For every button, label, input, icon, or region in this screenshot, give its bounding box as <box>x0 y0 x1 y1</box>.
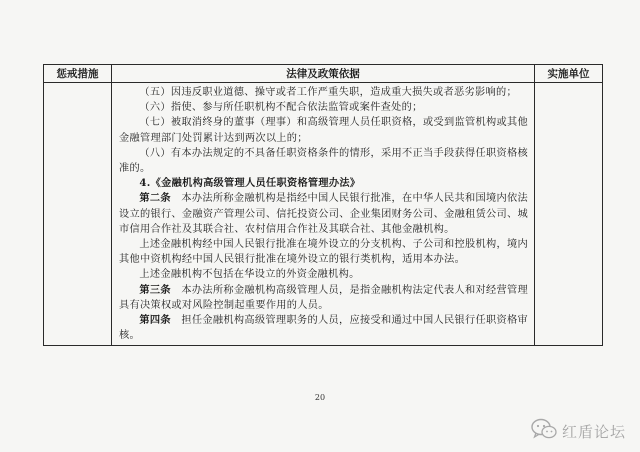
article-3-label: 第三条 <box>139 283 171 296</box>
page-number: 20 <box>314 393 326 402</box>
table-header-row <box>44 65 603 83</box>
policy-table <box>43 64 603 346</box>
implementing-unit-cell <box>535 83 603 346</box>
article-4-label: 第四条 <box>139 314 171 327</box>
regulation-title: 4.《金融机构高级管理人员任职资格管理办法》 <box>139 177 361 190</box>
article-2-para-2: 上述金融机构经中国人民银行批准在境外设立的分支机构、子公司和控股机构，境内其他中资机构经中国人民银行批准在境外设立的银行类机构，适用本办法。 <box>119 239 528 266</box>
article-3-text: 本办法所称金融机构高级管理人员，是指金融机构法定代表人和对经营管理具有决策权或对风险控制起重要作用的人员。 <box>119 284 528 311</box>
article-4 <box>119 313 528 343</box>
article-2-text: 本办法所称金融机构是指经中国人民银行批准，在中华人民共和国境内依法设立的银行、金融资产管理公司、信托投资公司、企业集团财务公司、金融租赁公司、城市信用合作社及其联合社、农村信用合作社及其联合社、其他金融机构。 <box>119 193 529 235</box>
watermark-text: 红盾论坛 <box>561 422 626 441</box>
header-implementing-unit: 实施单位 <box>535 65 603 83</box>
clause-5: （五）因违反职业道德、操守或者工作严重失职，造成重大损失或者恶劣影响的； <box>139 87 517 98</box>
punishment-cell <box>44 83 112 346</box>
watermark <box>531 418 626 444</box>
article-4-text: 担任金融机构高级管理职务的人员，应接受和通过中国人民银行任职资格审核。 <box>119 315 528 342</box>
clause-6: （六）指使、参与所任职机构不配合依法监管或案件查处的； <box>139 102 423 114</box>
wechat-icon <box>531 418 557 444</box>
header-legal-basis: 法律及政策依据 <box>112 65 535 83</box>
article-3 <box>119 283 528 313</box>
article-2-label: 第二条 <box>139 192 171 205</box>
article-2 <box>119 191 528 237</box>
clause-7: （七）被取消终身的董事（理事）和高级管理人员任职资格，或受到监管机构或其他金融管理部门处罚累计达到两次以上的； <box>119 117 528 144</box>
header-punishment: 惩戒措施 <box>44 65 112 83</box>
legal-basis-cell <box>112 83 535 346</box>
table-row <box>44 83 603 346</box>
legal-text <box>112 83 534 345</box>
article-2-para-3: 上述金融机构不包括在华设立的外资金融机构。 <box>139 269 360 281</box>
clause-8: （八）有本办法规定的不具备任职资格条件的情形，采用不正当手段获得任职资格核准的。 <box>119 147 528 175</box>
